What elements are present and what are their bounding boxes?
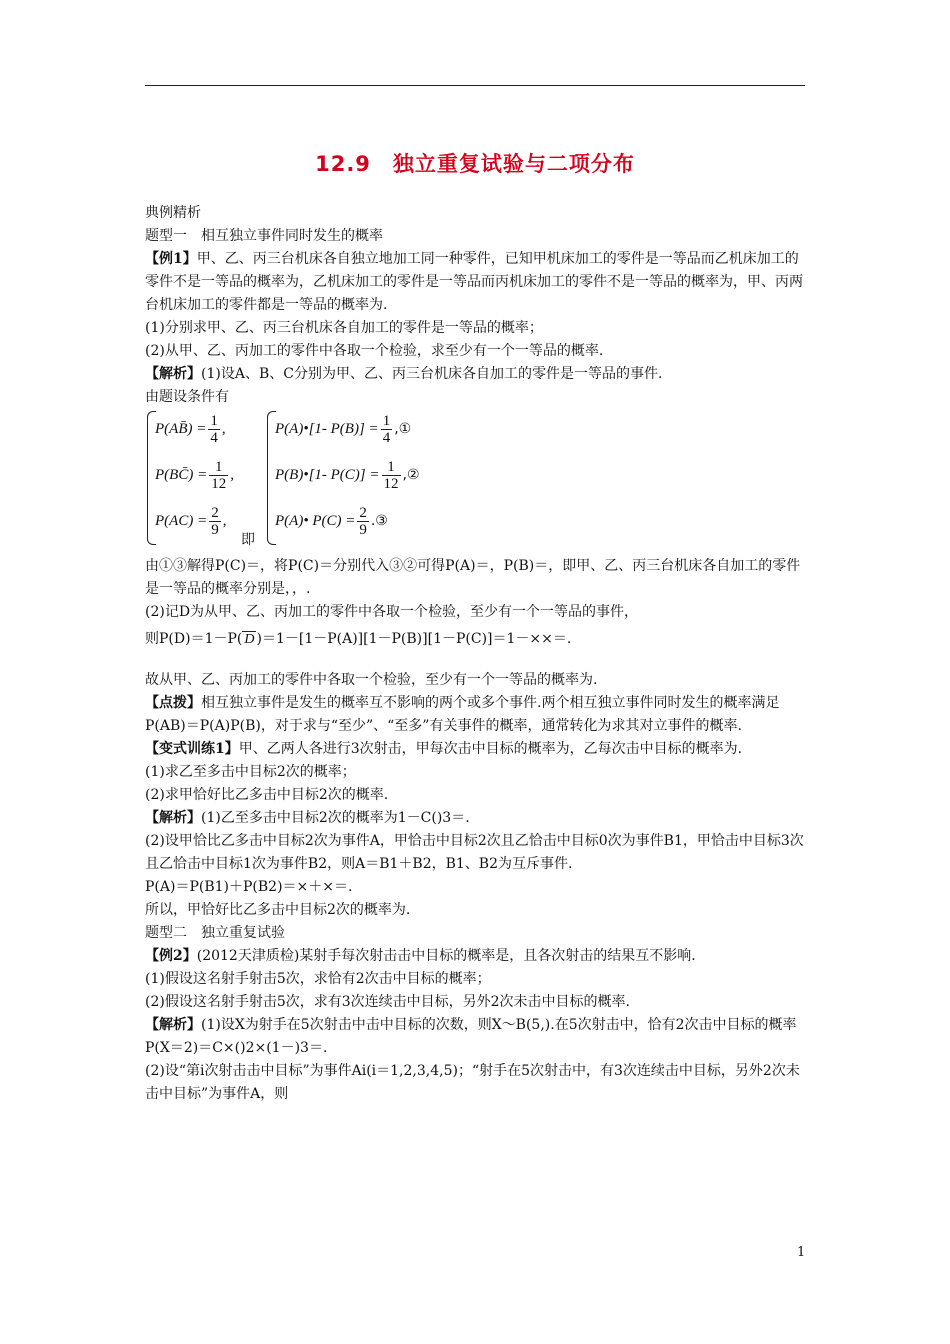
page-title: 12.9 独立重复试验与二项分布 <box>315 152 635 176</box>
solution-3 <box>145 1014 807 1060</box>
variant-1 <box>145 738 807 761</box>
right-eq-3-fraction <box>357 505 369 538</box>
left-eq-3-num: 2 <box>211 505 219 521</box>
right-eq-2-lhs: P(B)•[1- P(C)] = <box>275 467 380 483</box>
equation-system <box>145 411 807 551</box>
left-eq-2-num: 1 <box>214 459 223 475</box>
connector-ji: 即 <box>241 532 255 548</box>
example-1 <box>145 248 807 317</box>
example-1-text: 甲、乙、丙三台机床各自独立地加工同一种零件，已知甲机床加工的零件是一等品而乙机床加工的零件不是一等品的概率为，乙机床加工的零件是一等品而丙机床加工的零件不是一等品的概率为，甲、丙两台机床加工的零件都是一等品的概率为. <box>145 251 803 313</box>
left-eq-3-lhs: P(AC) = <box>155 513 208 529</box>
left-eq-2-fraction <box>209 459 228 492</box>
left-eq-2-tail: , <box>230 467 234 483</box>
section-heading: 典例精析 <box>145 205 201 221</box>
left-eq-3 <box>155 505 226 538</box>
left-eq-1-lhs: P(AB̄) = <box>155 421 207 437</box>
example-2-q1: (1)假设这名射手射击5次，求恰有2次击中目标的概率； <box>145 971 491 987</box>
left-eq-1 <box>155 413 226 446</box>
solution-2 <box>145 807 807 830</box>
right-eq-1-lhs: P(A)•[1- P(B)] = <box>275 421 379 437</box>
example-2-q2: (2)假设这名射手射击5次，求有3次连续击中目标，另外2次未击中目标的概率. <box>145 994 631 1010</box>
right-eq-2-fraction <box>382 459 401 492</box>
tip-text: 相互独立事件是发生的概率互不影响的两个或多个事件.两个相互独立事件同时发生的概率满足P(AB)＝P(A)P(B)，对于求与“至少”、“至多”有关事件的概率，通常转化为求其对立事件的概率. <box>145 695 780 734</box>
right-eq-2-tail: ,② <box>402 467 420 483</box>
solution-2-part2: (2)设甲恰比乙多击中目标2次为事件A，甲恰击中目标2次且乙恰击中目标0次为事件B1，甲恰击中目标3次且乙恰击中目标1次为事件B2，则A＝B1＋B2，B1、B2为互斥事件. <box>145 833 804 872</box>
solution-2-text: (1)乙至多击中目标2次的概率为1－C()3＝. <box>201 810 470 826</box>
type2-heading: 题型二 独立重复试验 <box>145 925 285 941</box>
solution-2-calc: P(A)＝P(B1)＋P(B2)＝×＋×＝. <box>145 879 353 895</box>
solution-3-part2: (2)设“第i次射击击中目标”为事件Ai(i＝1,2,3,4,5)；“射手在5次射击中，有3次连续击中目标，另外2次未击中目标”为事件A，则 <box>145 1063 800 1102</box>
right-eq-1 <box>275 413 411 446</box>
example-1-q1: (1)分别求甲、乙、丙三台机床各自加工的零件是一等品的概率； <box>145 320 543 336</box>
right-eq-2-den: 12 <box>383 476 399 492</box>
tip-label: 【点拨】 <box>145 695 201 711</box>
right-eq-3-tail: .③ <box>370 513 388 529</box>
solution-2-conclusion: 所以，甲恰好比乙多击中目标2次的概率为. <box>145 902 411 918</box>
type1-heading: 题型一 相互独立事件同时发生的概率 <box>145 228 383 244</box>
left-eq-3-den: 9 <box>211 522 219 538</box>
example-2 <box>145 945 807 968</box>
variant-1-q2: (2)求甲恰好比乙多击中目标2次的概率. <box>145 787 389 803</box>
left-eq-1-fraction <box>208 413 220 446</box>
example-2-label: 【例2】 <box>145 948 197 964</box>
left-eq-3-tail: , <box>222 513 227 529</box>
right-eq-3-den: 9 <box>359 522 367 538</box>
right-eq-3-lhs: P(A)• P(C) = <box>275 513 356 529</box>
right-eq-1-tail: ,① <box>394 421 412 437</box>
solution-1-calc <box>145 628 807 651</box>
d-bar-symbol: D <box>244 632 255 647</box>
left-eq-3-fraction <box>209 505 221 538</box>
right-eq-1-num: 1 <box>382 413 391 429</box>
solution-1-calc-pre: 则P(D)＝1－P( <box>145 631 243 647</box>
right-eq-3-num: 2 <box>359 505 367 521</box>
example-2-text: (2012天津质检)某射手每次射击击中目标的概率是，且各次射击的结果互不影响. <box>196 948 696 964</box>
solution-1 <box>145 363 807 386</box>
solution-2-label: 【解析】 <box>145 810 201 826</box>
solution-3-text: (1)设X为射手在5次射击中击中目标的次数，则X～B(5,).在5次射击中，恰有2次击中目标的概率P(X＝2)＝C×()2×(1－)3＝. <box>145 1017 797 1056</box>
right-eq-1-fraction <box>381 413 393 446</box>
right-eq-2 <box>275 459 420 492</box>
right-eq-1-den: 4 <box>382 430 391 446</box>
solution-1-calc-post: )＝1－[1－P(A)][1－P(B)][1－P(C)]＝1－××＝. <box>256 631 572 647</box>
left-eq-1-num: 1 <box>210 413 218 429</box>
spacer <box>145 651 807 669</box>
solution-1-part2: (2)记D为从甲、乙、丙加工的零件中各取一个检验，至少有一个一等品的事件， <box>145 604 639 620</box>
left-eq-1-tail: , <box>221 421 226 437</box>
solution-1-label: 【解析】 <box>145 366 201 382</box>
example-1-q2: (2)从甲、乙、丙加工的零件中各取一个检验，求至少有一个一等品的概率. <box>145 343 604 359</box>
solution-3-label: 【解析】 <box>145 1017 201 1033</box>
header-rule <box>145 85 805 86</box>
tip <box>145 692 807 738</box>
left-eq-2-lhs: P(BC̄) = <box>155 467 208 483</box>
right-eq-3 <box>275 505 388 538</box>
left-eq-2 <box>155 459 234 492</box>
variant-1-q1: (1)求乙至多击中目标2次的概率； <box>145 764 356 780</box>
document-body <box>145 202 807 1106</box>
variant-1-label: 【变式训练1】 <box>145 741 239 757</box>
right-eq-2-num: 1 <box>387 459 395 475</box>
solution-1-condition: 由题设条件有 <box>145 389 229 405</box>
solution-1-text: (1)设A、B、C分别为甲、乙、丙三台机床各自加工的零件是一等品的事件. <box>201 366 663 382</box>
page-number: 1 <box>797 1245 806 1260</box>
solution-1-conclusion: 故从甲、乙、丙加工的零件中各取一个检验，至少有一个一等品的概率为. <box>145 672 598 688</box>
solution-1-after: 由①③解得P(C)＝，将P(C)＝分别代入③②可得P(A)＝，P(B)＝，即甲、乙、丙三台机床各自加工的零件是一等品的概率分别是，，. <box>145 558 801 597</box>
left-eq-2-den: 12 <box>211 476 227 492</box>
example-1-label: 【例1】 <box>145 251 197 267</box>
left-eq-1-den: 4 <box>210 430 218 446</box>
variant-1-text: 甲、乙两人各进行3次射击，甲每次击中目标的概率为，乙每次击中目标的概率为. <box>238 741 743 757</box>
